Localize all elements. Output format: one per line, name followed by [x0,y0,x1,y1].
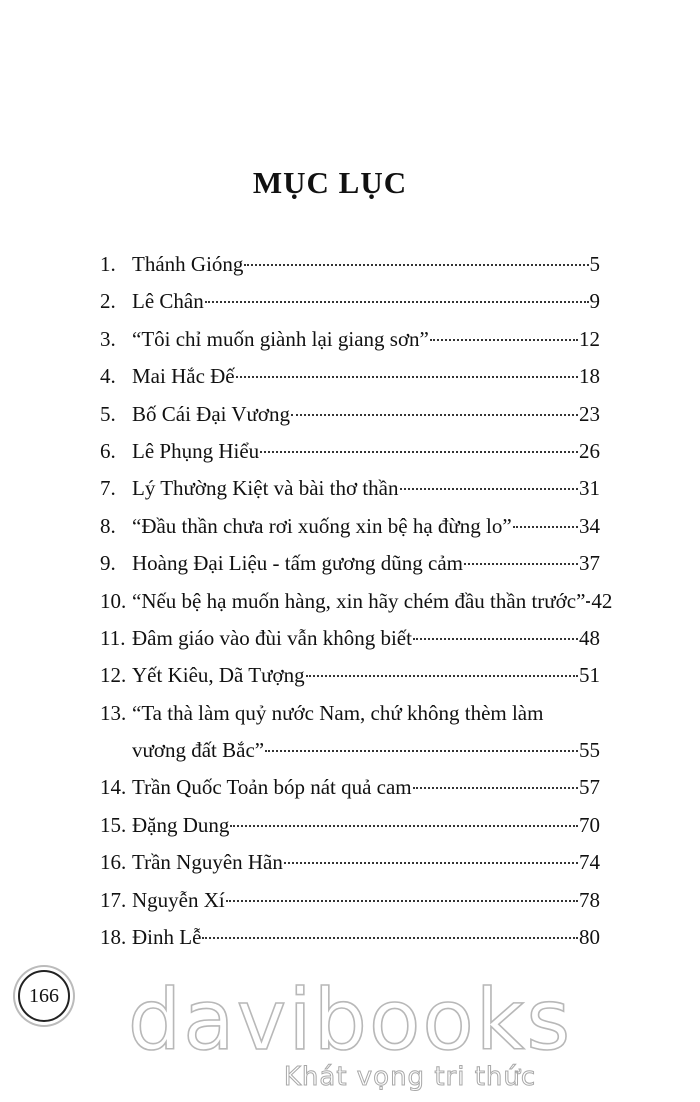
dot-leader [260,451,578,453]
toc-entry [100,396,600,433]
toc-entry-number: 17. [100,887,127,912]
toc-entry-title: Mai Hắc Đế [132,364,235,389]
toc-entry-page: 80 [579,925,600,950]
toc-entry-page: 23 [579,401,600,426]
toc-entry-number: 6. [100,438,116,463]
toc-entry-number: 16. [100,850,127,875]
toc-entry-page: 5 [589,252,600,276]
toc-entry-title: Bố Cái Đại Vương [132,401,291,426]
toc-entry-title: Đặng Dung [132,812,230,837]
toc-entry-title: Yết Kiêu, Dã Tượng [132,663,305,688]
toc-entry-title: Trần Nguyên Hãn [132,850,283,875]
toc-entry [100,657,600,694]
toc-entry-page: 42 [591,588,613,613]
toc-entry-page: 70 [579,812,600,837]
toc-entry [100,620,600,657]
toc-entry-page: 37 [579,551,600,576]
toc-entry-page: 18 [579,364,600,389]
toc-entry-page: 51 [579,663,600,688]
toc-entry [100,882,600,919]
toc-entry-title: Đâm giáo vào đùi vẫn không biết [132,625,412,650]
toc-entry [100,844,600,881]
toc-entry [100,283,600,320]
toc-entry-title: Lê Chân [132,289,204,314]
toc-entry-page: 34 [579,513,600,538]
toc-entry-page: 12 [579,326,600,351]
toc-entry-title: “Ta thà làm quỷ nước Nam, chứ không thèm làm [132,700,544,725]
toc-entry-number: 15. [100,812,127,837]
toc-entry-number: 14. [100,775,127,800]
toc-entry-page: 74 [579,850,600,875]
toc-entry [100,769,600,806]
toc-entry [100,358,600,395]
toc-entry-title: Lý Thường Kiệt và bài thơ thần [132,476,399,501]
dot-leader [291,414,578,416]
dot-leader [205,301,589,303]
dot-leader [430,339,578,341]
dot-leader [306,675,578,677]
table-of-contents [100,246,613,956]
toc-entry-title: vương đất Bắc” [132,738,265,763]
watermark-tagline: Khát vọng tri thức [283,1062,537,1092]
dot-leader [413,638,578,640]
toc-entry-number: 9. [100,551,116,576]
toc-entry [100,919,600,956]
toc-entry [100,583,613,620]
toc-entry-page: 55 [579,738,600,763]
toc-entry-title: “Tôi chỉ muốn giành lại giang sơn” [132,326,429,351]
toc-entry-page: 78 [579,887,600,912]
toc-entry-title: Nguyễn Xí [132,887,225,912]
toc-entry-number: 4. [100,364,116,389]
dot-leader [230,825,578,827]
toc-entry [100,246,600,283]
dot-leader [586,601,590,603]
dot-leader [400,488,579,490]
toc-entry [100,508,600,545]
toc-entry-page: 57 [579,775,600,800]
toc-entry-number: 11. [100,625,126,650]
toc-entry-page: 9 [589,289,600,314]
dot-leader [284,862,578,864]
dot-leader [413,787,578,789]
toc-entry-number: 18. [100,925,127,950]
toc-heading: MỤC LỤC [252,165,408,200]
toc-entry [100,545,600,582]
toc-entry-number: 5. [100,401,116,426]
dot-leader [265,750,578,752]
toc-entry [100,807,600,844]
toc-entry-title: Đinh Lễ [132,925,202,950]
toc-entry [100,470,600,507]
toc-entry-page: 26 [579,438,600,463]
toc-entry-title: Hoàng Đại Liệu - tấm gương dũng cảm [132,551,463,576]
toc-entry-number: 1. [100,252,116,276]
dot-leader [236,376,578,378]
toc-entry-number: 13. [100,700,127,725]
dot-leader [202,937,578,939]
dot-leader [244,264,588,266]
dot-leader [513,526,578,528]
dot-leader [464,563,578,565]
toc-entry-number: 3. [100,326,116,351]
page-number: 166 [18,970,70,1022]
toc-entry [100,433,600,470]
dot-leader [226,900,578,902]
toc-entry-page: 31 [579,476,600,501]
watermark-brand: davibooks [127,971,573,1069]
toc-entry-page: 48 [579,625,600,650]
toc-entry-title: “Nếu bệ hạ muốn hàng, xin hãy chém đầu thần trước” [132,588,586,613]
toc-entry-number: 7. [100,476,116,501]
toc-entry-title: “Đầu thần chưa rơi xuống xin bệ hạ đừng lo” [132,513,512,538]
toc-entry-title: Trần Quốc Toản bóp nát quả cam [132,775,412,800]
toc-entry-title: Lê Phụng Hiểu [132,438,260,463]
toc-entry-number: 8. [100,513,116,538]
toc-entry-number: 10. [100,588,127,613]
toc-entry [100,695,600,770]
toc-entry-title: Thánh Gióng [132,252,244,276]
toc-entry-number: 2. [100,289,116,314]
toc-entry-number: 12. [100,663,127,688]
toc-entry [100,321,600,358]
